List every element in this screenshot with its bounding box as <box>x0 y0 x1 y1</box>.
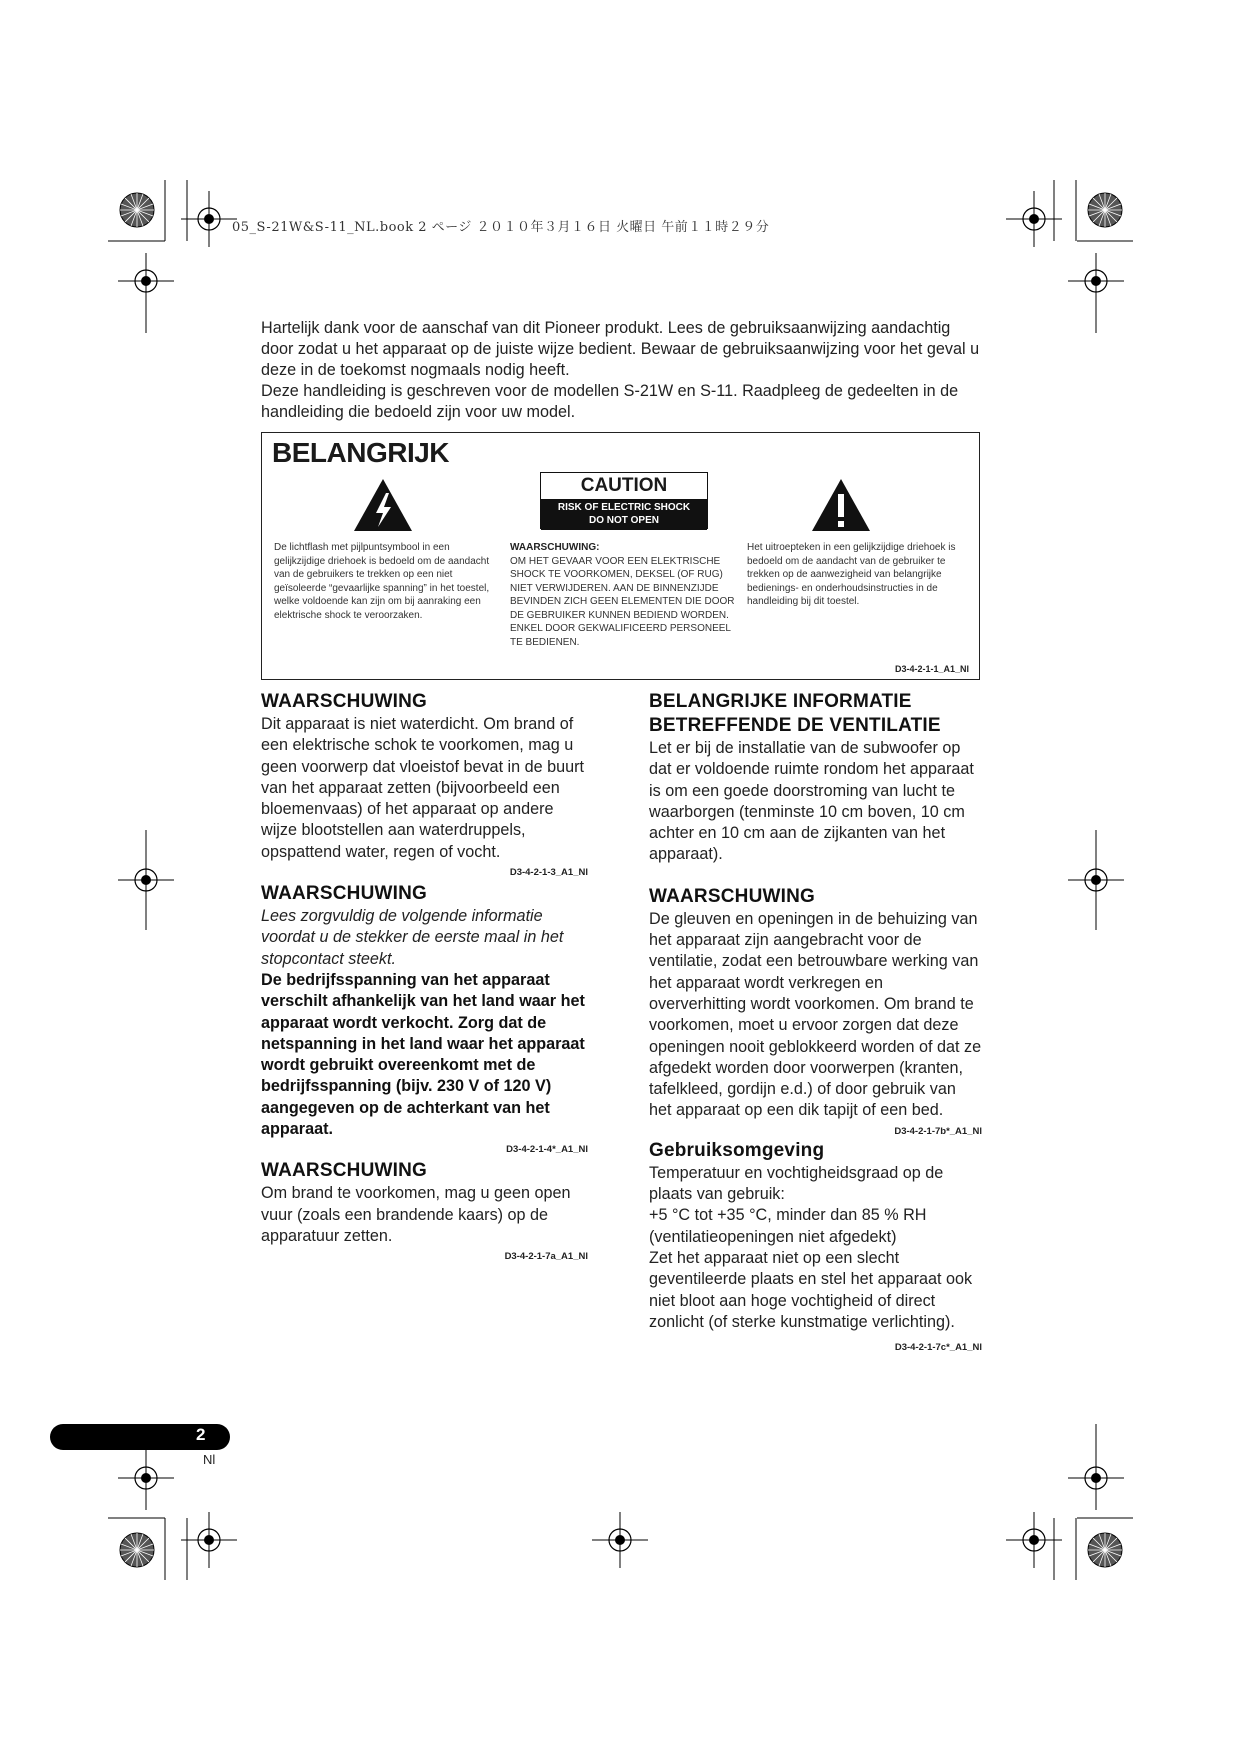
operating-environment <box>649 1139 982 1355</box>
section-heading: WAARSCHUWING <box>649 885 815 907</box>
page-language: Nl <box>203 1452 216 1467</box>
section-body-line-1: Temperatuur en vochtigheidsgraad op de plaats van gebruik: <box>649 1163 944 1204</box>
section-code: D3-4-2-1-7b*_A1_Nl <box>894 1125 982 1137</box>
print-header-line: 05_S-21W&S-11_NL.book 2 ページ ２０１０年３月１６日 火曜日 午前１１時２９分 <box>232 220 770 235</box>
caution-subtitle <box>541 499 707 530</box>
section-heading: WAARSCHUWING <box>261 1160 427 1182</box>
warning-waterproof <box>261 690 588 880</box>
section-code: D3-4-2-1-7a_A1_Nl <box>504 1251 588 1263</box>
section-body: De gleuven en openingen in de behuizing van het apparaat zijn aangebracht voor de ventilatie, zodat een betrouwbare werking van het apparaat wordt verkregen en oververhitting wordt voorkomen. Om brand te voorkomen, moet u ervoor zorgen dat deze openingen nooit geblokkeerd worden of dat ze afgedekt worden door voorwerpen (kranten, tafelkleed, gordijn e.d.) of door gebruik van het apparaat op een dik tapijt of een bed. <box>649 909 982 1120</box>
lightning-warning-icon <box>352 477 414 533</box>
shock-warning-text <box>510 541 736 649</box>
ventilation-info <box>649 690 982 866</box>
section-code: D3-4-2-1-3_A1_Nl <box>509 867 588 879</box>
caution-title: CAUTION <box>580 475 668 496</box>
caution-subtitle-line-1: RISK OF ELECTRIC SHOCK <box>557 502 691 513</box>
section-body: Let er bij de installatie van de subwoofer op dat er voldoende ruimte rondom het apparaat is om een goede doorstroming van lucht te waarborgen (tenminste 10 cm boven, 10 cm achter en 10 cm aan de zijkanten van het apparaat). <box>649 739 974 864</box>
section-heading: BELANGRIJKE INFORMATIE BETREFFENDE DE VENTILATIE <box>649 691 941 736</box>
section-code: D3-4-2-1-4*_A1_Nl <box>506 1144 588 1156</box>
shock-warning-heading: WAARSCHUWING: <box>510 542 600 553</box>
page-number: 2 <box>196 1425 206 1444</box>
section-bold-text: De bedrijfsspanning van het apparaat verschilt afhankelijk van het land waar het apparaat wordt verkocht. Zorg dat de netspanning in het land waar het apparaat wordt gebruikt overeenkomt met de bedrijfsspanning (bijv. 230 V of 120 V) aangegeven op de achterkant van het apparaat. <box>261 970 585 1139</box>
section-body-line-2: +5 °C tot +35 °C, minder dan 85 % RH (ventilatieopeningen niet afgedekt) <box>649 1206 927 1246</box>
section-body-line-3: Zet het apparaat niet op een slecht geventileerde plaats en stel het apparaat ook niet bloot aan hoge vochtigheid of direct zonlicht (of sterke kunstmatige verlichting). <box>649 1248 973 1331</box>
section-heading: WAARSCHUWING <box>261 883 427 905</box>
caution-label <box>540 472 708 529</box>
exclamation-symbol-explanation: Het uitroepteken in een gelijkzijdige driehoek is bedoeld om de aandacht van de gebruiker te trekken op de aanwezigheid van belangrijke bedienings- en onderhoudsinstructies in de handleiding bij dit toestel. <box>747 542 956 607</box>
intro-paragraph-2: Deze handleiding is geschreven voor de modellen S-21W en S-11. Raadpleeg de gedeelten in de handleiding die bedoeld zijn voor uw model. <box>261 382 959 421</box>
exclamation-warning-icon <box>810 477 872 533</box>
section-body: Dit apparaat is niet waterdicht. Om brand of een elektrische schok te voorkomen, mag u geen voorwerp dat vloeistof bevat in de buurt van het apparaat zetten (bijvoorbeeld een bloemenvaas) of het apparaat op andere wijze blootstellen aan waterdruppels, opspattend water, regen of vocht. <box>261 715 585 861</box>
intro-text <box>261 318 986 423</box>
section-code: D3-4-2-1-7c*_A1_Nl <box>894 1342 982 1354</box>
intro-paragraph-1: Hartelijk dank voor de aanschaf van dit Pioneer produkt. Lees de gebruiksaanwijzing aandachtig door zodat u het apparaat op de juiste wijze bedient. Bewaar de gebruiksaanwijzing voor het geval u deze in de toekomst nogmaals nodig heeft. <box>261 319 980 379</box>
section-heading: Gebruiksomgeving <box>649 1139 825 1161</box>
section-body: Om brand te voorkomen, mag u geen open vuur (zoals een brandende kaars) op de apparatuur zetten. <box>261 1184 571 1245</box>
caution-subtitle-line-2: DO NOT OPEN <box>588 515 659 526</box>
section-italic-note: Lees zorgvuldig de volgende informatie voordat u de stekker de eerste maal in het stopcontact steekt. <box>261 907 564 968</box>
shock-warning-body: OM HET GEVAAR VOOR EEN ELEKTRISCHE SHOCK TE VOORKOMEN, DEKSEL (OF RUG) NIET VERWIJDEREN. AAN DE BINNENZIJDE BEVINDEN ZICH GEEN ELEMENTEN DIE DOOR DE GEBRUIKER KUNNEN BEDIEND WORDEN. ENKEL DOOR GEKWALIFICEERD PERSONEEL TE BEDIENEN. <box>510 555 735 648</box>
warning-open-flame <box>261 1159 588 1264</box>
important-box <box>261 432 980 680</box>
warning-voltage <box>261 882 588 1157</box>
left-column <box>261 690 588 1264</box>
section-heading: WAARSCHUWING <box>261 691 427 712</box>
lightning-symbol-explanation: De lichtflash met pijlpuntsymbool in een gelijkzijdige driehoek is bedoeld om de aandacht van de gebruikers te trekken op een niet geïsoleerde “gevaarlijke spanning” in het toestel, welke voldoende kan zijn om bij aanraking een elektrische shock te veroorzaken. <box>274 542 490 621</box>
important-code: D3-4-2-1-1_A1_Nl <box>894 664 969 674</box>
important-title: BELANGRIJK <box>272 437 450 468</box>
right-column <box>649 690 982 1355</box>
warning-ventilation <box>649 885 982 1139</box>
